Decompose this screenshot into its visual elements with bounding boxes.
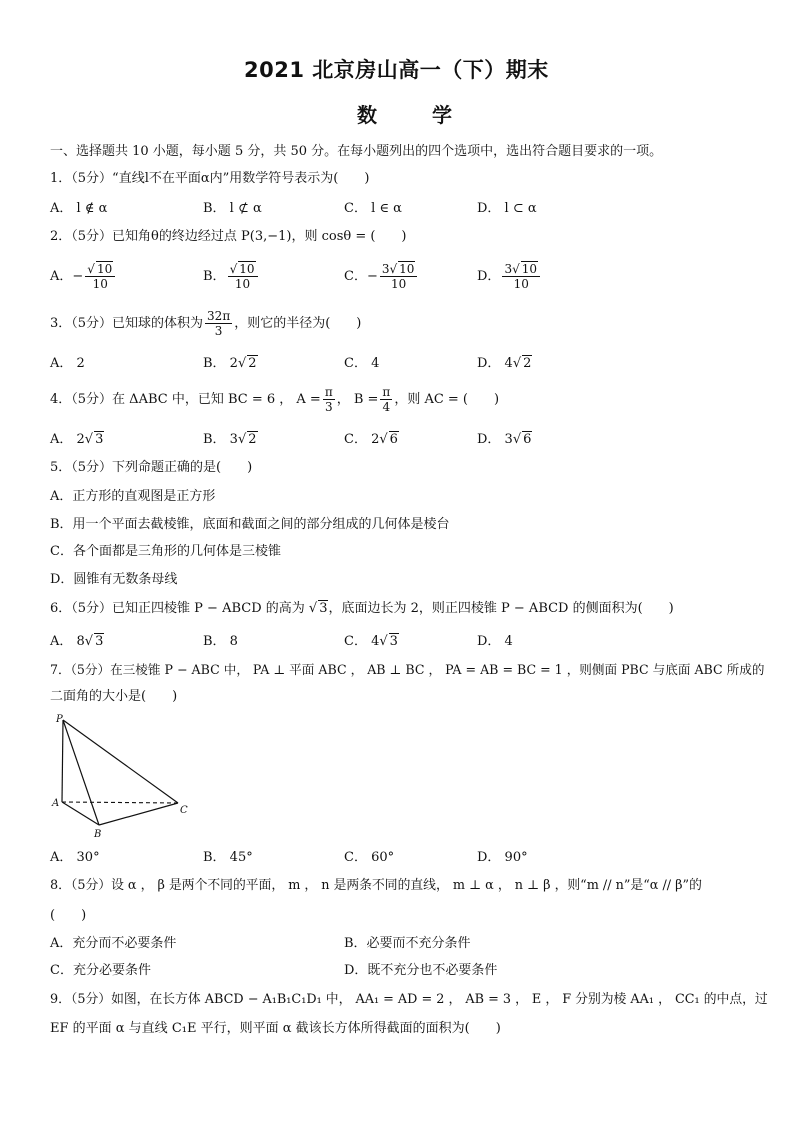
q7-option-a: A． 30° bbox=[50, 850, 100, 865]
q8-stem-line1: 8．（5分）设 α ， β 是两个不同的平面， m ， n 是两条不同的直线， m ⊥ α ， n ⊥ β ，则“m // n”是“α // β”的 bbox=[50, 878, 702, 893]
q8-stem-line2: ( ) bbox=[50, 908, 87, 923]
q5-option-a: A．正方形的直观图是正方形 bbox=[50, 489, 216, 504]
q3-option-a: A． 2 bbox=[50, 356, 85, 371]
q6-option-d: D． 4 bbox=[477, 634, 513, 649]
q6-stem: 6．（5分）已知正四棱锥 P − ABCD 的高为 √ 3，底面边长为 2，则正四棱锥 P − ABCD 的侧面积为( ) bbox=[50, 601, 674, 616]
fig-label-b: B bbox=[94, 829, 102, 840]
q1-option-c: C． l ∈ α bbox=[344, 201, 402, 216]
q4-stem: 4．（5分）在 ΔABC 中，已知 BC = 6 ， A = $\frac{\pi}{3}$ ， B = $\frac{\pi}{4}$ ，则 AC = ( ) bbox=[50, 385, 500, 414]
q1-option-b: B． l ⊄ α bbox=[203, 201, 262, 216]
q4-option-d: D． 3√ 6 bbox=[477, 432, 532, 447]
q9-stem-line2: EF 的平面 α 与直线 C₁E 平行，则平面 α 截该长方体所得截面的面积为( ) bbox=[50, 1021, 501, 1036]
q8-option-c: C．充分必要条件 bbox=[50, 963, 151, 978]
q3-stem: 3．（5分）已知球的体积为 $\frac{32\pi}{3}$ ，则它的半径为( ) bbox=[50, 309, 362, 338]
q3-option-d: D． 4√ 2 bbox=[477, 356, 532, 371]
q2-option-b: B． $\frac{√ 10}{10}$ bbox=[203, 262, 260, 291]
q7-stem-line2: 二面角的大小是( ) bbox=[50, 689, 178, 704]
subject-char-left: 数 bbox=[357, 103, 377, 127]
q1-stem: 1．（5分）“直线l不在平面α内”用数学符号表示为( ) bbox=[50, 171, 370, 186]
fig-label-c: C bbox=[180, 805, 188, 816]
q8-option-b: B．必要而不充分条件 bbox=[344, 936, 471, 951]
fig-label-a: A bbox=[52, 798, 60, 809]
q7-option-b: B． 45° bbox=[203, 850, 253, 865]
q6-option-c: C． 4√ 3 bbox=[344, 634, 398, 649]
q4-option-b: B． 3√ 2 bbox=[203, 432, 257, 447]
document-title: 2021 北京房山高一（下）期末 bbox=[244, 58, 549, 82]
subject-char-right: 学 bbox=[432, 103, 452, 127]
q4-option-a: A． 2√ 3 bbox=[50, 432, 104, 447]
q2-option-c: C．− $\frac{3√ 10}{10}$ bbox=[344, 262, 419, 291]
q3-option-b: B． 2√ 2 bbox=[203, 356, 257, 371]
q5-option-b: B．用一个平面去截棱锥，底面和截面之间的部分组成的几何体是棱台 bbox=[50, 517, 450, 532]
q5-option-d: D．圆锥有无数条母线 bbox=[50, 572, 178, 587]
q2-option-d: D． $\frac{3√ 10}{10}$ bbox=[477, 262, 542, 291]
q2-stem: 2．（5分）已知角θ的终边经过点 P(3,−1)，则 cosθ = ( ) bbox=[50, 229, 407, 244]
q7-option-d: D． 90° bbox=[477, 850, 528, 865]
q7-option-c: C． 60° bbox=[344, 850, 395, 865]
q8-option-a: A．充分而不必要条件 bbox=[50, 936, 177, 951]
q1-option-d: D． l ⊂ α bbox=[477, 201, 537, 216]
subject-title bbox=[357, 99, 452, 128]
q7-pyramid-figure bbox=[48, 712, 198, 840]
q1-option-a: A． l ∉ α bbox=[50, 201, 108, 216]
q6-option-b: B． 8 bbox=[203, 634, 238, 649]
q6-option-a: A． 8√ 3 bbox=[50, 634, 104, 649]
q5-stem: 5．（5分）下列命题正确的是( ) bbox=[50, 460, 253, 475]
section-intro: 一、选择题共 10 小题，每小题 5 分，共 50 分。在每小题列出的四个选项中，选出符合题目要求的一项。 bbox=[50, 144, 663, 159]
q9-stem-line1: 9．（5分）如图，在长方体 ABCD − A₁B₁C₁D₁ 中， AA₁ = AD = 2 ， AB = 3 ， E ， F 分别为棱 AA₁ ， CC₁ 的中点，过 bbox=[50, 992, 768, 1007]
q7-stem-line1: 7．（5分）在三棱锥 P − ABC 中， PA ⊥ 平面 ABC ， AB ⊥ BC ， PA = AB = BC = 1 ，则侧面 PBC 与底面 ABC 所成的 bbox=[50, 662, 765, 677]
q5-option-c: C．各个面都是三角形的几何体是三棱锥 bbox=[50, 544, 281, 559]
q8-option-d: D．既不充分也不必要条件 bbox=[344, 963, 498, 978]
fig-label-p: P bbox=[56, 714, 63, 725]
q4-option-c: C． 2√ 6 bbox=[344, 432, 398, 447]
q3-option-c: C． 4 bbox=[344, 356, 380, 371]
q2-option-a: A．− $\frac{√ 10}{10}$ bbox=[50, 262, 117, 291]
